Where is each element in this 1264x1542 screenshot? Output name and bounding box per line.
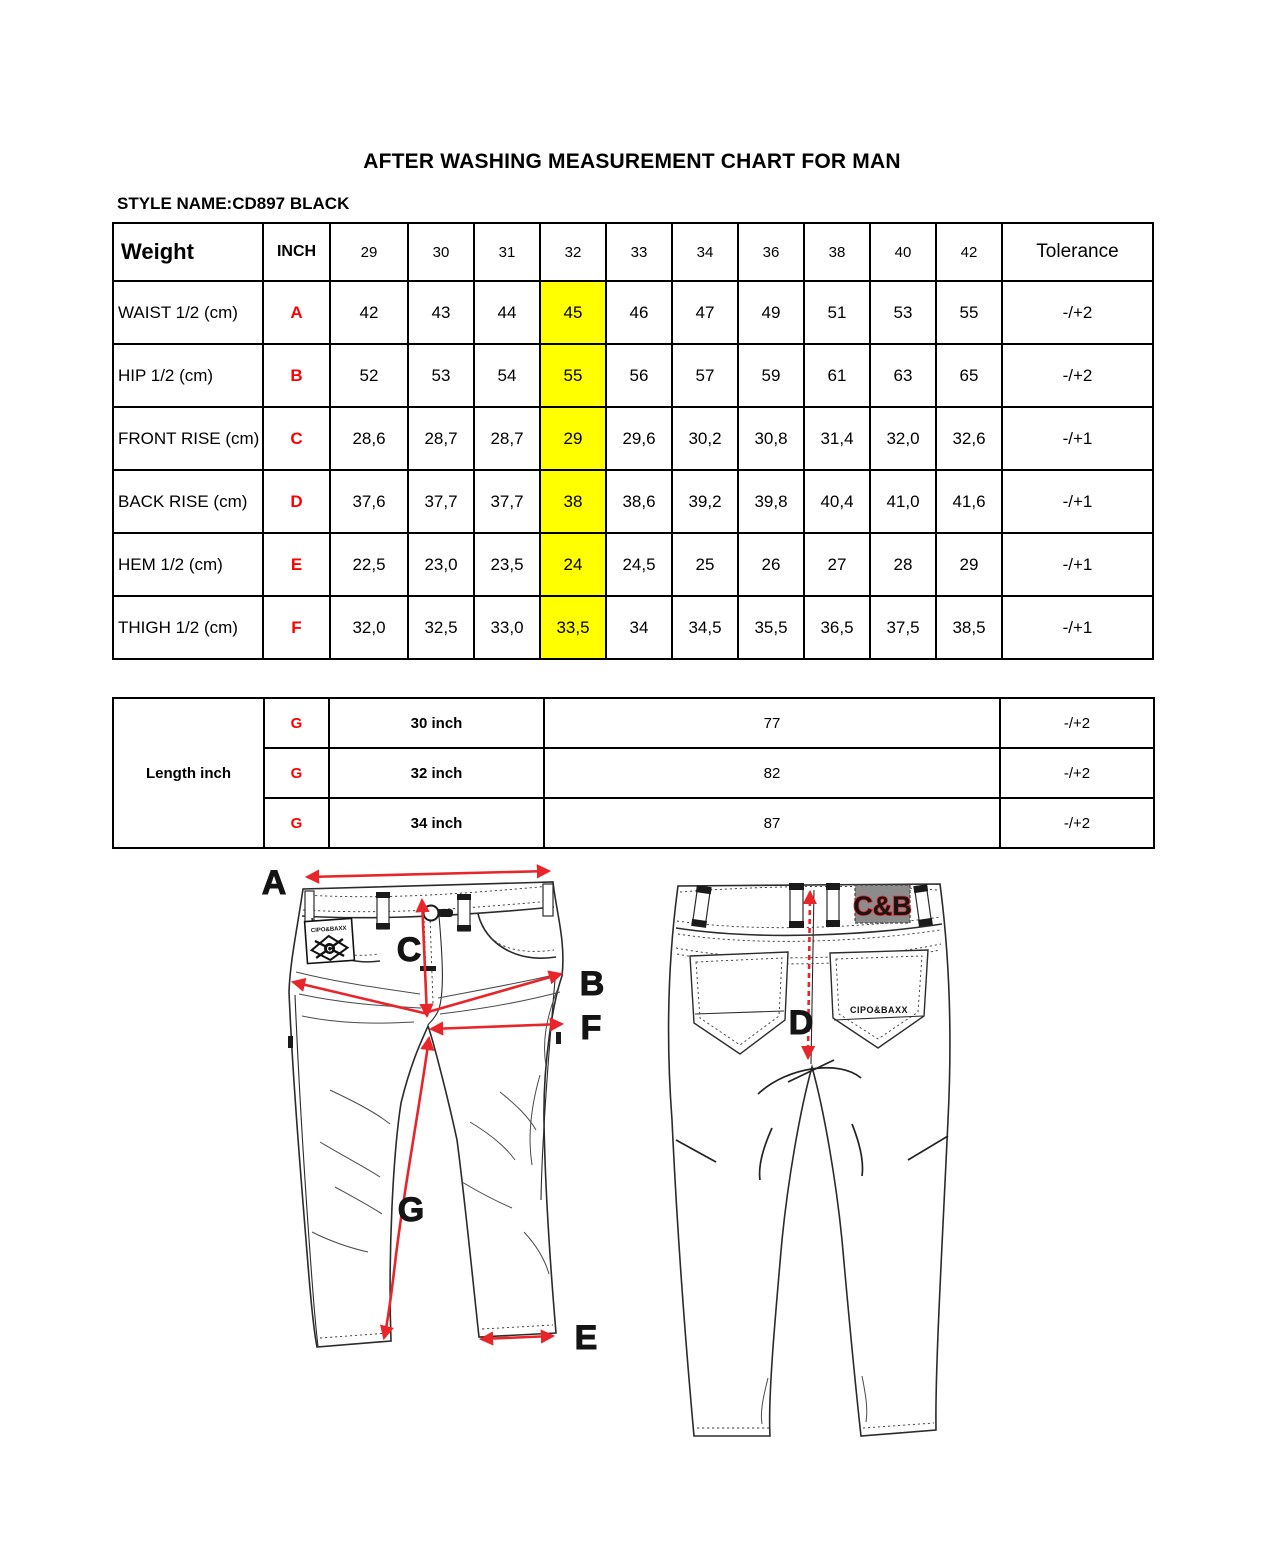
- length-value: 87: [544, 798, 1000, 848]
- measurement-value: 38,5: [936, 596, 1002, 659]
- size-header-32: 32: [540, 223, 606, 281]
- measurement-value: 29: [936, 533, 1002, 596]
- tolerance-value: -/+2: [1002, 281, 1153, 344]
- measure-label-d: D: [788, 1004, 814, 1042]
- measurement-header-row: [113, 223, 1153, 281]
- measurement-value: 56: [606, 344, 672, 407]
- measurement-value: 28,7: [474, 407, 540, 470]
- measurement-value: 29,6: [606, 407, 672, 470]
- size-header-29: 29: [330, 223, 408, 281]
- measurement-value: 63: [870, 344, 936, 407]
- measurement-value: 44: [474, 281, 540, 344]
- measurement-value: 47: [672, 281, 738, 344]
- tolerance-value: -/+1: [1002, 596, 1153, 659]
- measurement-value: 32,6: [936, 407, 1002, 470]
- length-row-34-inch: [113, 798, 1154, 848]
- measurement-value: 55: [540, 344, 606, 407]
- measure-letter: A: [263, 281, 330, 344]
- row-label: HIP 1/2 (cm): [113, 344, 263, 407]
- size-header-36: 36: [738, 223, 804, 281]
- measurement-value: 32,0: [330, 596, 408, 659]
- measurement-value: 45: [540, 281, 606, 344]
- measure-letter: G: [264, 698, 329, 748]
- length-body: [113, 698, 1154, 848]
- jeans-back-view: [669, 883, 950, 1436]
- measurement-value: 29: [540, 407, 606, 470]
- measurement-value: 24,5: [606, 533, 672, 596]
- size-header-42: 42: [936, 223, 1002, 281]
- measurement-value: 28,7: [408, 407, 474, 470]
- measure-label-c: C: [396, 931, 422, 969]
- measurement-value: 40,4: [804, 470, 870, 533]
- measurement-value: 52: [330, 344, 408, 407]
- measurement-value: 57: [672, 344, 738, 407]
- tolerance-value: -/+1: [1002, 407, 1153, 470]
- measure-label-a: A: [261, 864, 287, 902]
- svg-text:C: C: [326, 944, 333, 954]
- measurement-value: 53: [870, 281, 936, 344]
- page-title: AFTER WASHING MEASUREMENT CHART FOR MAN: [363, 150, 901, 173]
- measurement-value: 33,5: [540, 596, 606, 659]
- measure-label-b: B: [579, 965, 605, 1003]
- measurement-value: 24: [540, 533, 606, 596]
- measurement-value: 43: [408, 281, 474, 344]
- jeans-diagram: [255, 855, 1025, 1542]
- measurement-value: 46: [606, 281, 672, 344]
- length-row-30-inch: [113, 698, 1154, 748]
- length-value: 82: [544, 748, 1000, 798]
- measurement-value: 35,5: [738, 596, 804, 659]
- measurement-value: 34: [606, 596, 672, 659]
- length-row-32-inch: [113, 748, 1154, 798]
- brand-tag-cb: [853, 885, 912, 923]
- patch-brand-text: CIPO&BAXX: [310, 925, 347, 935]
- measurement-value: 39,8: [738, 470, 804, 533]
- measurement-value: 36,5: [804, 596, 870, 659]
- measurement-value: 22,5: [330, 533, 408, 596]
- measure-letter: D: [263, 470, 330, 533]
- tolerance-value: -/+2: [1000, 748, 1154, 798]
- size-header-40: 40: [870, 223, 936, 281]
- measurement-value: 30,2: [672, 407, 738, 470]
- measurement-value: 53: [408, 344, 474, 407]
- length-table: [112, 697, 1155, 849]
- row-label: THIGH 1/2 (cm): [113, 596, 263, 659]
- arrow-A-waist: [307, 871, 549, 877]
- measurement-row-F: [113, 596, 1153, 659]
- length-value: 77: [544, 698, 1000, 748]
- measurement-value: 55: [936, 281, 1002, 344]
- tolerance-value: -/+1: [1002, 470, 1153, 533]
- length-size: 32 inch: [329, 748, 544, 798]
- measure-letter: E: [263, 533, 330, 596]
- measurement-value: 42: [330, 281, 408, 344]
- measurement-value: 59: [738, 344, 804, 407]
- measurement-value: 39,2: [672, 470, 738, 533]
- measurement-value: 38: [540, 470, 606, 533]
- measurement-value: 34,5: [672, 596, 738, 659]
- measure-letter: F: [263, 596, 330, 659]
- button-shank: [438, 909, 453, 917]
- size-header-33: 33: [606, 223, 672, 281]
- row-label: FRONT RISE (cm): [113, 407, 263, 470]
- measurement-row-A: [113, 281, 1153, 344]
- tolerance-header: Tolerance: [1002, 223, 1153, 281]
- measurement-value: 28,6: [330, 407, 408, 470]
- measurement-value: 32,0: [870, 407, 936, 470]
- measurement-value: 28: [870, 533, 936, 596]
- measure-letter: G: [264, 748, 329, 798]
- size-header-34: 34: [672, 223, 738, 281]
- measurement-value: 65: [936, 344, 1002, 407]
- measurement-value: 30,8: [738, 407, 804, 470]
- length-size: 30 inch: [329, 698, 544, 748]
- tolerance-value: -/+2: [1000, 698, 1154, 748]
- tolerance-value: -/+2: [1000, 798, 1154, 848]
- measurement-value: 27: [804, 533, 870, 596]
- row-label: WAIST 1/2 (cm): [113, 281, 263, 344]
- brand-patch: [305, 918, 355, 963]
- weight-header: Weight: [113, 223, 263, 281]
- measurement-row-E: [113, 533, 1153, 596]
- size-header-31: 31: [474, 223, 540, 281]
- front-button: [424, 906, 439, 921]
- tolerance-value: -/+1: [1002, 533, 1153, 596]
- brand-tag-text: C&B: [853, 891, 912, 921]
- measure-letter: B: [263, 344, 330, 407]
- measurement-value: 23,0: [408, 533, 474, 596]
- inch-header: INCH: [263, 223, 330, 281]
- measurement-value: 32,5: [408, 596, 474, 659]
- measurement-value: 38,6: [606, 470, 672, 533]
- measurement-row-C: [113, 407, 1153, 470]
- measurement-value: 61: [804, 344, 870, 407]
- row-label: HEM 1/2 (cm): [113, 533, 263, 596]
- tolerance-value: -/+2: [1002, 344, 1153, 407]
- measurement-value: 37,5: [870, 596, 936, 659]
- measure-letter: G: [264, 798, 329, 848]
- measurement-value: 54: [474, 344, 540, 407]
- measurement-value: 23,5: [474, 533, 540, 596]
- measurement-body: [113, 281, 1153, 659]
- measurement-row-D: [113, 470, 1153, 533]
- length-table-label: Length inch: [113, 698, 264, 848]
- measurement-value: 37,7: [474, 470, 540, 533]
- row-label: BACK RISE (cm): [113, 470, 263, 533]
- measurement-table: [112, 222, 1154, 660]
- measurement-value: 26: [738, 533, 804, 596]
- measurement-row-B: [113, 344, 1153, 407]
- measurement-value: 31,4: [804, 407, 870, 470]
- style-name: STYLE NAME:CD897 BLACK: [117, 194, 350, 213]
- measurement-value: 33,0: [474, 596, 540, 659]
- measure-label-g: G: [397, 1191, 425, 1229]
- size-header-38: 38: [804, 223, 870, 281]
- measure-label-f: F: [580, 1009, 602, 1047]
- measure-label-e: E: [574, 1319, 598, 1357]
- measurement-value: 41,0: [870, 470, 936, 533]
- jeans-front-view: [262, 864, 605, 1357]
- pocket-brand-text: CIPO&BAXX: [849, 1005, 909, 1015]
- measurement-value: 41,6: [936, 470, 1002, 533]
- measure-letter: C: [263, 407, 330, 470]
- measurement-value: 37,6: [330, 470, 408, 533]
- size-header-30: 30: [408, 223, 474, 281]
- measurement-value: 49: [738, 281, 804, 344]
- length-size: 34 inch: [329, 798, 544, 848]
- measurement-value: 25: [672, 533, 738, 596]
- measurement-value: 51: [804, 281, 870, 344]
- measurement-value: 37,7: [408, 470, 474, 533]
